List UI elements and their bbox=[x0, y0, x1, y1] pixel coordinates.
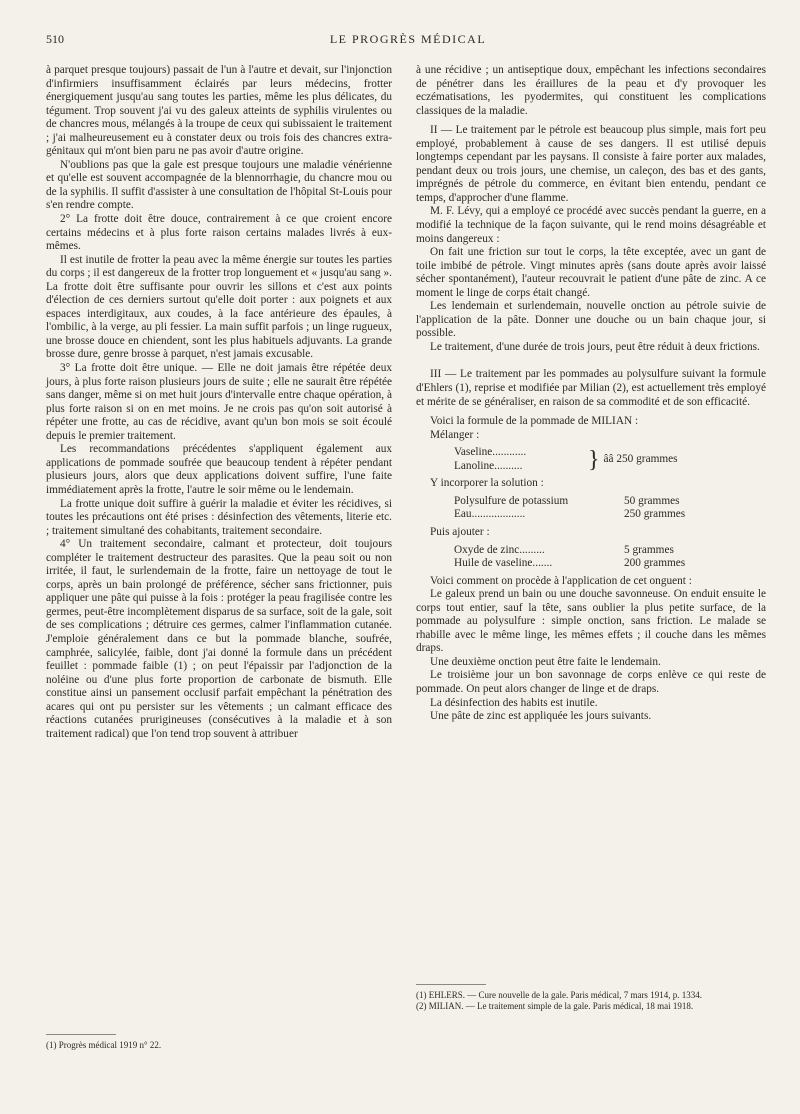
paragraph: II — Le traitement par le pétrole est beaucoup plus simple, mais fort peu employé, probablement à cause de ses dangers. Il est utilisé depuis longtemps cependant par les paysans. Il consiste à faire porter aux malades, pendant deux ou trois jours, une chemise, un caleçon, des bas et des gants, imprégnés de pétrole du commerce, en évitant bien entendu, pendant ce temps, d'approcher d'une flamme. bbox=[416, 124, 766, 204]
paragraph: Le traitement, d'une durée de trois jours, peut être réduit à deux frictions. bbox=[430, 340, 760, 353]
paragraph: La frotte unique doit suffire à guérir la maladie et éviter les récidives, si toutes les précautions ont été prises : désinfection des vêtements, literie etc. ; traitement simultané des cohabitants, traitement secondaire. bbox=[46, 497, 392, 537]
ingredient-quantity: 50 grammes bbox=[624, 494, 680, 507]
ingredient-name: Oxyde de zinc......... bbox=[454, 543, 545, 556]
footnote: (1) EHLERS. — Cure nouvelle de la gale. Paris médical, 7 mars 1914, p. 1334. bbox=[416, 990, 702, 1000]
paragraph: 4° Un traitement secondaire, calmant et protecteur, doit toujours compléter le traitement destructeur des parasites. Que la peau soit ou non irritée, il faut, le surlendemain de la frotte, faire un nettoyage de tout le corps, après un bain prolongé de préférence, sécher sans frictionner, puis appliquer une pâte qui puisse à la fois : protéger la peau fragilisée contre les germes, peut-être incomplètement disparus de sa surface, soit de la gale, soit de ses complications ; détruire ces germes, calmer l'inflammation cutanée. J'emploie généralement dans ce but la pommade blanche, soufrée, camphrée, salicylée, faible, dont j'ai donné la formule dans un précédent feuillet : pommade faible (1) ; on peut l'épaissir par l'adjonction de la noléine ou d'une plus forte proportion de carbonate de bismuth. Elle constitue ainsi un pansement occlusif parfait empêchant la pénétration des acares qui ont pu persister sur les vêtements ; un calmant efficace des réactions cutanées prurigineuses (consécutives à la maladie et à son traitement radical) que l'on tend trop souvent à attribuer bbox=[46, 538, 392, 740]
paragraph: Les lendemain et surlendemain, nouvelle onction au pétrole suivie de l'application de la pâte. Donner une douche ou un bain chaque jour, si possible. bbox=[416, 300, 766, 340]
paragraph: Une deuxième onction peut être faite le lendemain. bbox=[430, 655, 661, 668]
brace-items bbox=[454, 446, 584, 473]
ingredient-quantity: 250 grammes bbox=[624, 508, 686, 521]
paragraph: Le troisième jour un bon savonnage de corps enlève ce qui reste de pommade. On peut alors changer de linge et de draps. bbox=[416, 669, 766, 695]
ingredient-name: Lanoline.......... bbox=[454, 459, 523, 472]
paragraph: Y incorporer la solution : bbox=[430, 477, 544, 490]
paragraph: Mélanger : bbox=[430, 428, 480, 441]
page-header bbox=[46, 32, 770, 48]
left-column bbox=[46, 64, 392, 741]
page-number: 510 bbox=[46, 32, 64, 46]
running-title: LE PROGRÈS MÉDICAL bbox=[329, 32, 487, 46]
paragraph: 2° La frotte doit être douce, contrairement à ce que croient encore certains médecins et à plus forte raison certains malades livrés à eux-mêmes. bbox=[46, 213, 392, 253]
ingredient-quantity: 200 grammes bbox=[624, 557, 686, 570]
paragraph: On fait une friction sur tout le corps, la tête exceptée, avec un gant de toile imbibé de pétrole. Vingt minutes après (sans doute après avoir laissé sécher spontanément), l'auteur recouvrait le patient d'une pâte de zinc. A ce moment le linge de corps était changé. bbox=[416, 246, 766, 299]
formula-block bbox=[454, 544, 766, 571]
ingredient-name: Vaseline............ bbox=[454, 446, 527, 459]
paragraph: Le galeux prend un bain ou une douche savonneuse. On enduit ensuite le corps tout entier, sauf la tête, sans oublier la plus petite surface, de la pommade au polysulfure : simple onction, sans friction. Le malade se rhabille avec le même linge, les mêmes effets ; il couche dans les mêmes draps. bbox=[416, 588, 766, 655]
paragraph: Voici comment on procède à l'application de cet onguent : bbox=[430, 574, 692, 587]
footnotes-left bbox=[46, 1040, 392, 1051]
formula-row bbox=[454, 508, 766, 522]
paragraph: Les recommandations précédentes s'appliquent également aux applications de pommade soufrée que beaucoup tendent à répéter pendant plusieurs jours, alors que deux applications doivent suffire, l'une faite immédiatement après la frotte, l'autre le soir même ou le lendemain. bbox=[46, 443, 392, 496]
paragraph: La désinfection des habits est inutile. bbox=[430, 696, 598, 709]
paragraph: Une pâte de zinc est appliquée les jours suivants. bbox=[430, 710, 652, 723]
paragraph: 3° La frotte doit être unique. — Elle ne doit jamais être répétée deux jours, à plus forte raison plusieurs jours de suite ; elle ne saurait être répétée sans danger, même si on met huit jours d'intervalle entre chaque opération, à plus forte raison si on en met moins. Je ne crois pas qu'on soit autorisé à répéter une frotte, au cas de récidive, avant qu'un bon mois se soit écoulé depuis le premier traitement. bbox=[46, 362, 392, 442]
ingredient-quantity: 5 grammes bbox=[624, 543, 674, 556]
paragraph: à parquet presque toujours) passait de l'un à l'autre et devait, sur l'injonction d'infirmiers insuffisamment éclairés par leurs médecins, frotter énergiquement jusqu'au sang toutes les parties, même les plus délicates, du tégument. Trop souvent j'ai vu des galeux atteints de syphilis virulentes ou de chancres mous, mélangés à la troupe de ceux qui subissaient le traitement ; j'ai malheureusement eu à constater deux ou trois fois des chancres extra-génitaux qui m'ont bien paru ne pas avoir d'autre origine. bbox=[46, 64, 393, 158]
formula-row bbox=[454, 557, 766, 571]
paragraph: à une récidive ; un antiseptique doux, empêchant les infections secondaires de pénétrer dans les éraillures de la peau et d'y provoquer les eczématisations, les pyodermites, qui constituent les complications classiques de la maladie. bbox=[416, 64, 766, 117]
ingredient-name: Polysulfure de potassium bbox=[454, 494, 569, 507]
footnote: (1) Progrès médical 1919 n° 22. bbox=[46, 1040, 162, 1050]
paragraph: Puis ajouter : bbox=[430, 525, 490, 538]
paragraph: N'oublions pas que la gale est presque toujours une maladie vénérienne et qu'elle est souvent accompagnée de la blennorrhagie, du chancre mou ou de la syphilis. Il suffit d'assister à une consultation de l'hôpital St-Louis pour s'en rendre compte. bbox=[46, 158, 392, 212]
brace-symbol: } bbox=[588, 446, 600, 473]
paragraph: Il est inutile de frotter la peau avec la même énergie sur toutes les parties du corps ; il est dangereux de la frotter trop longuement et « jusqu'au sang ». La frotte doit être suffisante pour ouvrir les sillons et c'est aux points d'élection de ces derniers surtout qu'elle doit porter : aux poignets et aux espaces interdigitaux, aux coudes, à la face antérieure des épaules, à l'ombilic, à la verge, au pli fessier. La main suffit parfois ; un linge rugueux, une brosse douce en chiendent, sont les plus habituels adjuvants. La grande brosse dure, genre brosse à parquet, n'est jamais excusable. bbox=[46, 253, 392, 361]
footnotes-right bbox=[416, 990, 766, 1012]
footnote: (2) MILIAN. — Le traitement simple de la gale. Paris médical, 18 mai 1918. bbox=[416, 1001, 694, 1011]
formula-brace-block bbox=[454, 446, 766, 473]
footnote-rule-right bbox=[416, 984, 486, 985]
ingredient-name: Eau................... bbox=[454, 508, 526, 521]
paragraph: M. F. Lévy, qui a employé ce procédé avec succès pendant la guerre, en a modifié la technique de la façon suivante, qui le rend moins désagréable et moins dangereux : bbox=[416, 205, 766, 245]
spacer bbox=[416, 354, 766, 368]
paragraph: III — Le traitement par les pommades au polysulfure suivant la formule d'Ehlers (1), reprise et modifiée par Milian (2), est actuellement très employé et mérite de se généraliser, en raison de sa commodité et de son efficacité. bbox=[416, 368, 766, 408]
ingredient-name: Huile de vaseline....... bbox=[454, 557, 553, 570]
formula-row bbox=[454, 495, 766, 509]
ingredient-quantity: ââ 250 grammes bbox=[603, 452, 678, 465]
formula-row bbox=[454, 544, 766, 558]
paragraph: Voici la formule de la pommade de MILIAN : bbox=[430, 415, 639, 428]
footnote-rule-left bbox=[46, 1034, 116, 1035]
right-column bbox=[416, 64, 766, 724]
formula-block bbox=[454, 495, 766, 522]
